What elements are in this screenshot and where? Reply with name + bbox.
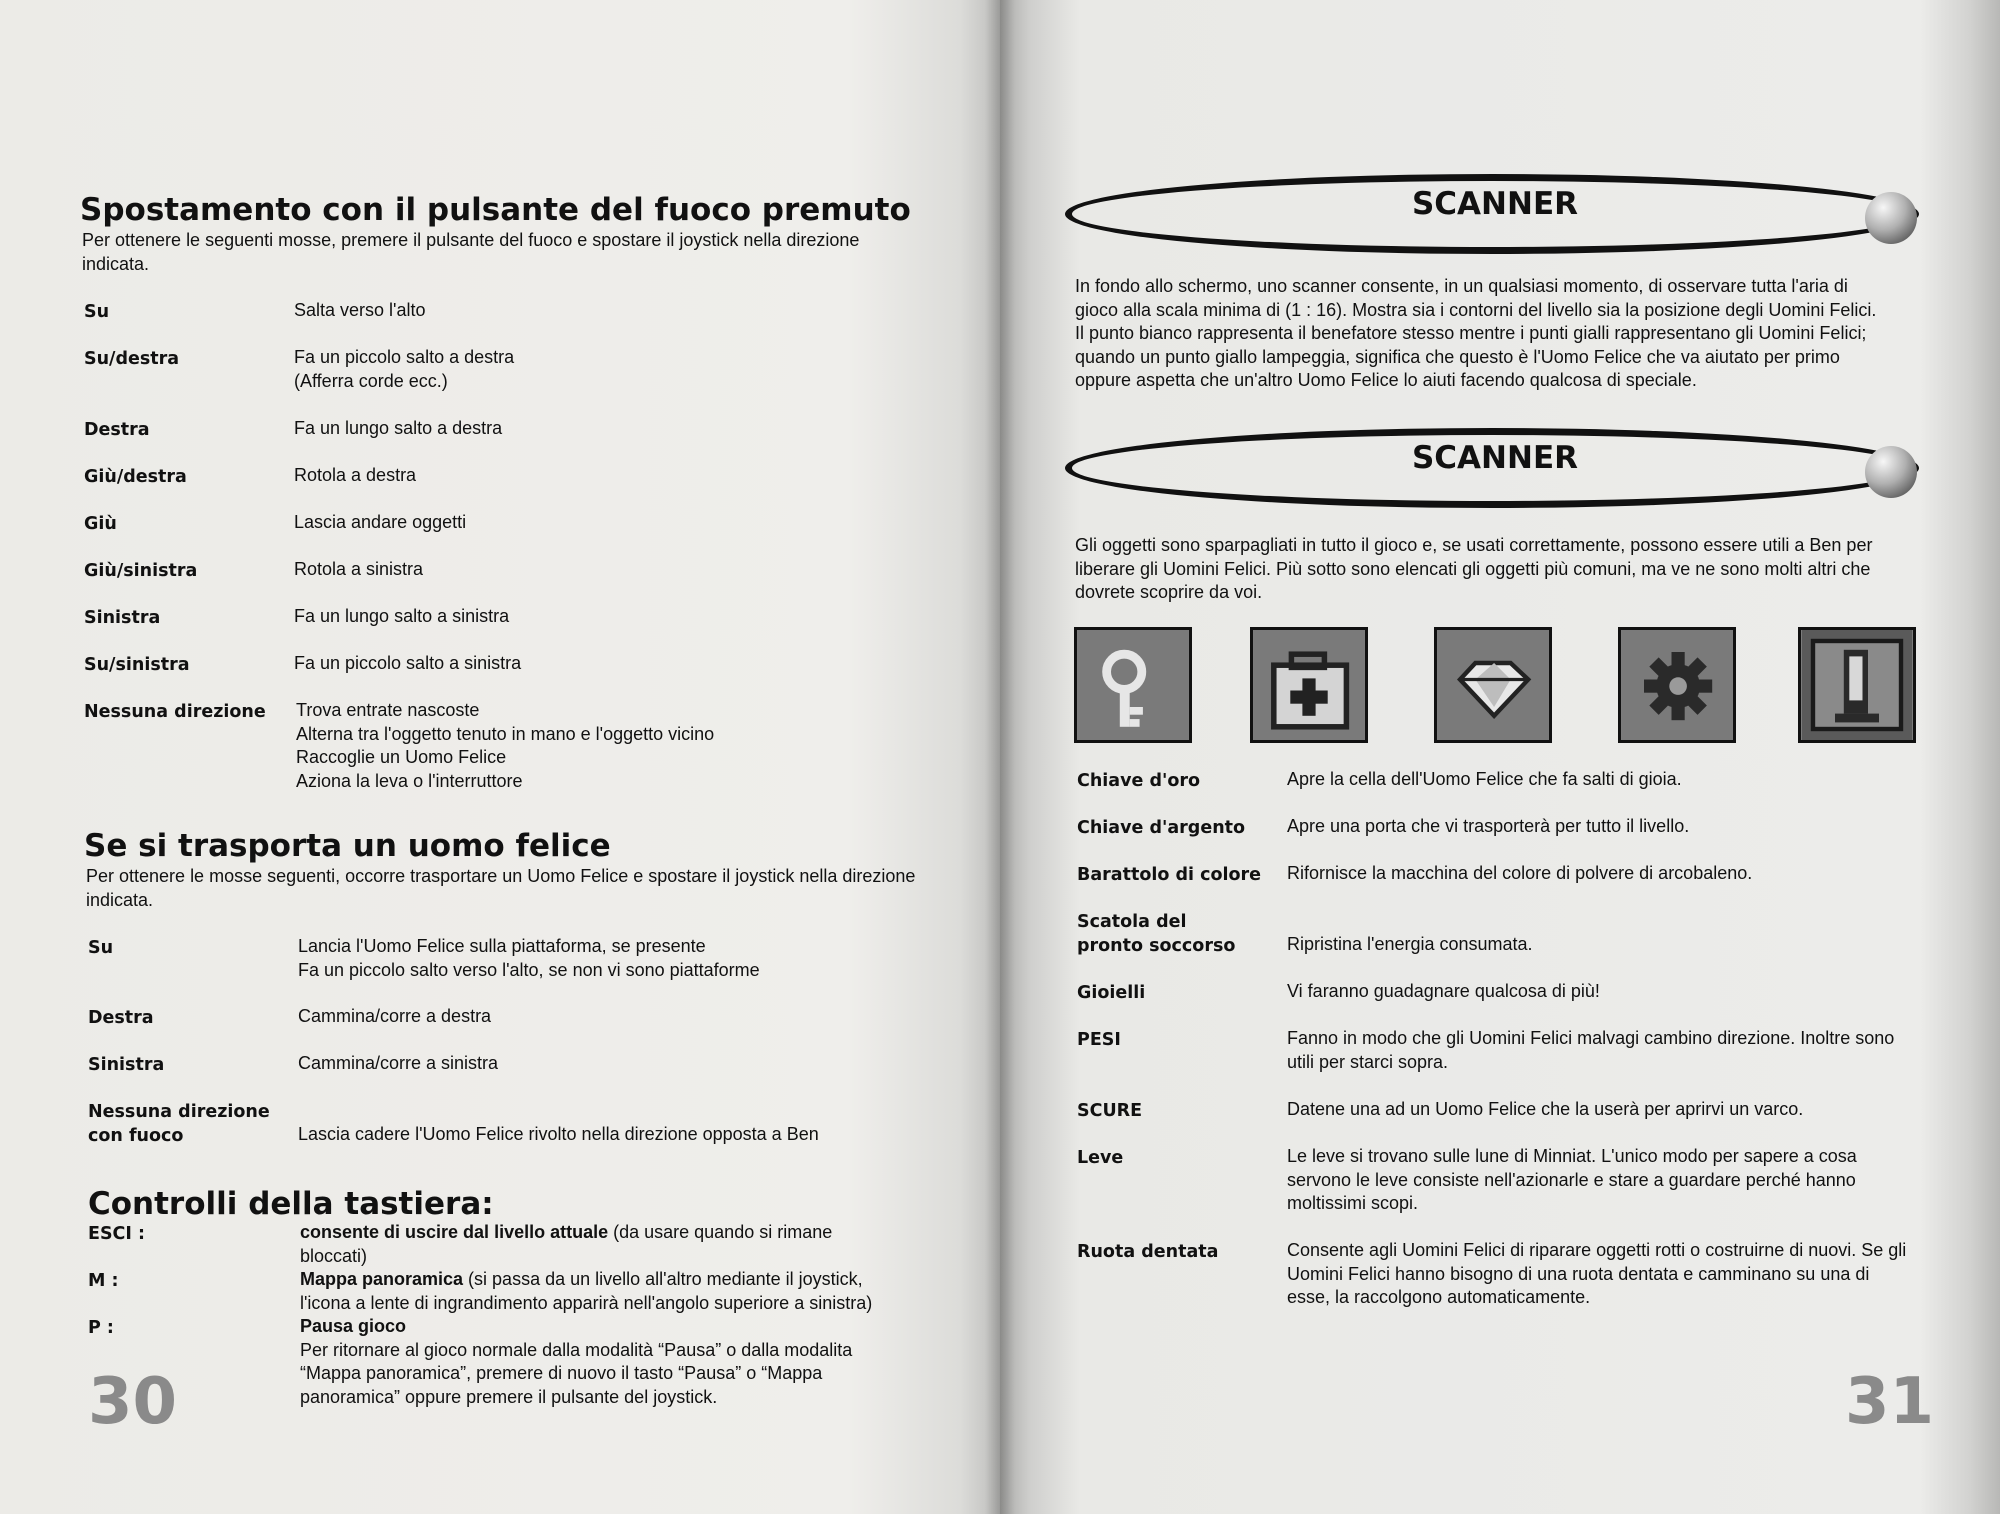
key-action: Mappa panoramica [300,1269,464,1289]
sphere-icon [1865,192,1917,244]
move-label: Su/destra [84,349,180,369]
key-action: Pausa gioco [300,1316,407,1336]
item-description: Datene una ad un Uomo Felice che la userà per aprirvi un varco. [1287,1099,1804,1119]
move-description: Rotola a destra [294,465,417,485]
move-description: Fa un piccolo salto a destra (Afferra corde ecc.) [294,347,515,391]
key-description [300,1221,900,1268]
key-label: M : [88,1271,119,1291]
objects-paragraph: Gli oggetti sono sparpagliati in tutto il gioco e, se usati correttamente, possono essere utili a Ben per liberare gli Uomini Felici. Più sotto sono elencati gli oggetti più comuni, ma ve ne sono molti altri che dovrete scoprire da voi. [1075,535,1873,602]
section-intro-carry-moves: Per ottenere le mosse seguenti, occorre trasportare un Uomo Felice e spostare il joystick nella direzione indicata. [86,866,916,910]
lever-icon [1798,627,1916,743]
key-description [300,1315,900,1409]
item-label: Scatola del pronto soccorso [1077,912,1236,956]
item-description: Le leve si trovano sulle lune di Minniat. L'unico modo per sapere a cosa servono le leve consiste nell'azionarle e stare a guardare perché hanno moltissimi scopi. [1287,1146,1857,1213]
item-label: SCURE [1077,1101,1143,1121]
move-label: Su/sinistra [84,655,190,675]
carry-move-description: Cammina/corre a sinistra [298,1053,499,1073]
section-title-keyboard: Controlli della tastiera: [88,1186,494,1222]
item-description: Ripristina l'energia consumata. [1287,934,1533,954]
item-description: Apre una porta che vi trasporterà per tutto il livello. [1287,816,1690,836]
page-number: 30 [88,1365,178,1439]
banner-title: SCANNER [1411,440,1578,476]
item-description: Rifornisce la macchina del colore di polvere di arcobaleno. [1287,863,1753,883]
item-description: Fanno in modo che gli Uomini Felici malvagi cambino direzione. Inoltre sono utili per starci sopra. [1287,1028,1895,1072]
item-description: Vi faranno guadagnare qualcosa di più! [1287,981,1600,1001]
page-number: 31 [1845,1365,1935,1439]
item-label: Chiave d'oro [1077,771,1201,791]
move-label: Giù [84,514,117,534]
move-description: Fa un lungo salto a destra [294,418,503,438]
sphere-icon [1865,446,1917,498]
carry-move-description: Lascia cadere l'Uomo Felice rivolto nella direzione opposta a Ben [298,1124,819,1144]
move-description: Lascia andare oggetti [294,512,467,532]
section-title-fire-moves: Spostamento con il pulsante del fuoco premuto [80,192,911,228]
key-detail: (da usare quando si rimane bloccati) [300,1222,833,1266]
move-label: Su [84,302,110,322]
carry-move-description: Cammina/corre a destra [298,1006,492,1026]
key-description [300,1268,910,1315]
gem-icon [1434,627,1552,743]
carry-move-label: Sinistra [88,1055,165,1075]
item-description: Apre la cella dell'Uomo Felice che fa salti di gioia. [1287,769,1682,789]
section-title-carry-moves: Se si trasporta un uomo felice [84,828,611,864]
carry-move-description: Lancia l'Uomo Felice sulla piattaforma, se presente Fa un piccolo salto verso l'alto, se non vi sono piattaforme [298,936,760,980]
scanner-banner [1065,168,1925,248]
key-label: ESCI : [88,1224,146,1244]
key-label: P : [88,1318,114,1338]
first-aid-icon [1250,627,1368,743]
section-intro-fire-moves: Per ottenere le seguenti mosse, premere il pulsante del fuoco e spostare il joystick nella direzione indicata. [82,230,860,274]
move-label: Giù/destra [84,467,187,487]
key-icon [1074,627,1192,743]
key-detail: Per ritornare al gioco normale dalla modalità “Pausa” o dalla modalita “Mappa panoramica”, premere di nuovo il tasto “Pausa” o “Mappa panoramica” oppure premere il pulsante del joystick. [300,1339,853,1407]
scanner-paragraph: In fondo allo schermo, uno scanner consente, in un qualsiasi momento, di osservare tutta l'aria di gioco alla scala minima di (1 : 16). Mostra sia i contorni del livello sia la posizione degli Uomini Felici. Il punto bianco rappresenta il benefatore stesso mentre i punti gialli rappresentano gli Uomini Felici; quando un punto giallo lampeggia, significa che questo è l'Uomo Felice che va aiutato per primo oppure aspetta che un'altro Uomo Felice lo aiuti facendo qualcosa di speciale. [1075,276,1877,390]
move-label: Nessuna direzione [84,702,266,722]
move-description: Fa un lungo salto a sinistra [294,606,510,626]
item-label: PESI [1077,1030,1121,1050]
banner-title: SCANNER [1411,186,1578,222]
move-label: Giù/sinistra [84,561,198,581]
move-label: Destra [84,420,150,440]
carry-move-label: Nessuna direzione con fuoco [88,1102,270,1146]
item-label: Chiave d'argento [1077,818,1246,838]
item-description: Consente agli Uomini Felici di riparare oggetti rotti o costruirne di nuovi. Se gli Uomini Felici hanno bisogno di una ruota dentata e camminano su una di esse, la raccolgono automaticamente. [1287,1240,1907,1307]
objects-banner [1065,422,1925,502]
move-description: Fa un piccolo salto a sinistra [294,653,522,673]
book-gutter [985,0,1015,1514]
move-label: Sinistra [84,608,161,628]
key-detail: (si passa da un livello all'altro mediante il joystick, l'icona a lente di ingrandimento apparirà nell'angolo superiore a sinistra) [300,1269,873,1313]
key-action: consente di uscire dal livello attuale [300,1222,609,1242]
item-label: Leve [1077,1148,1124,1168]
move-description: Trova entrate nascoste Alterna tra l'oggetto tenuto in mano e l'oggetto vicino Raccoglie un Uomo Felice Aziona la leva o l'interruttore [296,700,715,791]
carry-move-label: Destra [88,1008,154,1028]
gear-icon [1618,627,1736,743]
item-label: Barattolo di colore [1077,865,1261,885]
carry-move-label: Su [88,938,114,958]
item-label: Gioielli [1077,983,1146,1003]
move-description: Salta verso l'alto [294,300,426,320]
move-description: Rotola a sinistra [294,559,424,579]
item-label: Ruota dentata [1077,1242,1219,1262]
